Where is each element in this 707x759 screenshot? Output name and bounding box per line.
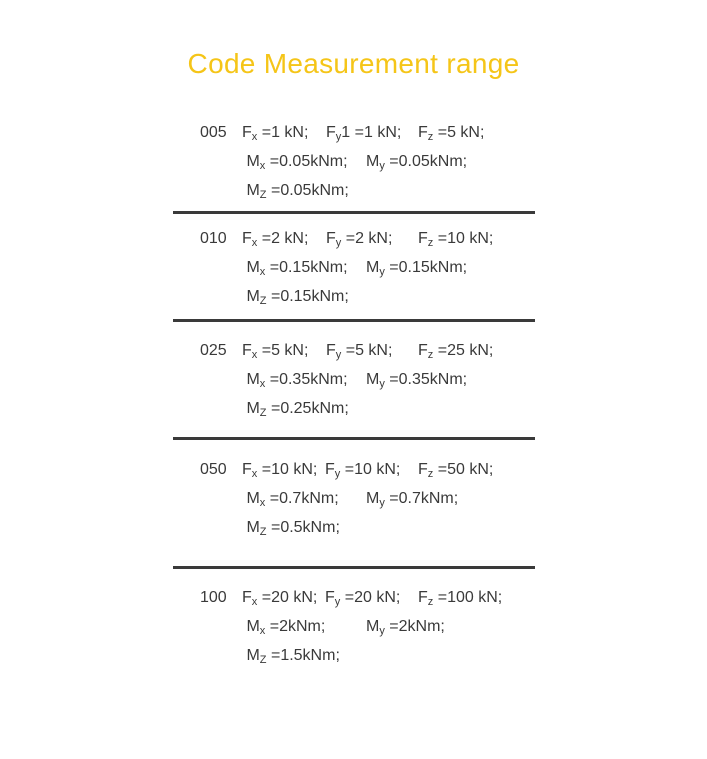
fz-value: $F_z =5$ kN; (418, 124, 485, 143)
moment-row (200, 365, 540, 394)
force-row (200, 336, 540, 365)
fz-value: $F_z =25$ kN; (418, 342, 494, 361)
mx-value: $M_x =2kNm$; (246, 618, 326, 637)
fy-value: $F_y =10$ kN; (325, 461, 401, 480)
mx-value: $M_x =0.05kNm$; (246, 153, 348, 172)
fz-value: $F_z =100$ kN; (418, 589, 503, 608)
fx-value: $F_x =10$ kN; (242, 461, 318, 480)
range-entry-005 (200, 118, 540, 205)
moment-row (200, 253, 540, 282)
divider (173, 437, 535, 440)
divider (173, 319, 535, 322)
divider (173, 566, 535, 569)
fx-value: $F_x =2$ kN; (242, 230, 309, 249)
fy-value: $F_y =20$ kN; (325, 589, 401, 608)
fz-value: $F_z =50$ kN; (418, 461, 494, 480)
fx-value: $F_x =5$ kN; (242, 342, 309, 361)
mz-value: $M_Z =0.5kNm$; (246, 519, 340, 538)
my-value: $M_y =0.35kNm$; (366, 371, 468, 390)
my-value: $M_y =0.15kNm$; (366, 259, 468, 278)
moment-z-row (200, 394, 540, 423)
range-entry-010 (200, 224, 540, 311)
divider (173, 211, 535, 214)
mz-value: $M_Z =0.05kNm$; (246, 182, 349, 201)
moment-row (200, 612, 540, 641)
force-row (200, 224, 540, 253)
force-row (200, 455, 540, 484)
my-value: $M_y =2kNm$; (366, 618, 445, 637)
range-entry-050 (200, 455, 540, 542)
range-entry-100 (200, 583, 540, 670)
my-value: $M_y =0.05kNm$; (366, 153, 468, 172)
fy-value: $F_y1 =1$ kN; (326, 124, 402, 143)
mx-value: $M_x =0.35kNm$; (246, 371, 348, 390)
mx-value: $M_x =0.15kNm$; (246, 259, 348, 278)
range-code: 005 (200, 124, 227, 141)
page-title: Code Measurement range (187, 48, 520, 79)
mz-value: $M_Z =0.25kNm$; (246, 400, 349, 419)
moment-row (200, 484, 540, 513)
fx-value: $F_x =1$ kN; (242, 124, 309, 143)
moment-z-row (200, 282, 540, 311)
range-code: 025 (200, 342, 227, 359)
my-value: $M_y =0.7kNm$; (366, 490, 459, 509)
range-code: 050 (200, 461, 227, 478)
range-entry-025 (200, 336, 540, 423)
range-code: 100 (200, 589, 227, 606)
force-row (200, 583, 540, 612)
range-code: 010 (200, 230, 227, 247)
mx-value: $M_x =0.7kNm$; (246, 490, 339, 509)
moment-z-row (200, 641, 540, 670)
moment-z-row (200, 176, 540, 205)
fz-value: $F_z =10$ kN; (418, 230, 494, 249)
mz-value: $M_Z =1.5kNm$; (246, 647, 340, 666)
fy-value: $F_y =2$ kN; (326, 230, 393, 249)
moment-z-row (200, 513, 540, 542)
mz-value: $M_Z =0.15kNm$; (246, 288, 349, 307)
moment-row (200, 147, 540, 176)
fy-value: $F_y =5$ kN; (326, 342, 393, 361)
fx-value: $F_x =20$ kN; (242, 589, 318, 608)
force-row (200, 118, 540, 147)
